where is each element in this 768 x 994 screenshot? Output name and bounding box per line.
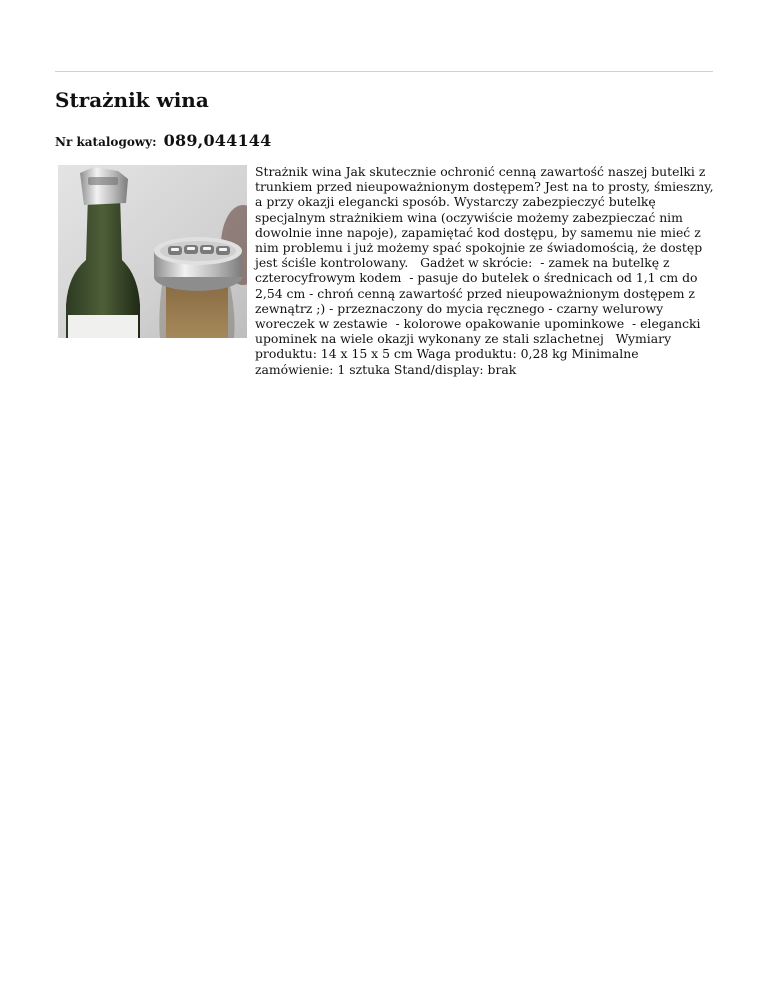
- product-title: Strażnik wina: [55, 88, 209, 112]
- catalog-number: 089,044144: [163, 131, 272, 150]
- header-divider: [55, 71, 713, 72]
- catalog-number-row: [55, 131, 271, 150]
- product-image: [58, 165, 247, 338]
- catalog-label: Nr katalogowy:: [55, 135, 157, 149]
- product-description: Strażnik wina Jak skutecznie ochronić cenną zawartość naszej butelki z trunkiem przed nieupoważnionym dostępem? Jest na to prosty, śmieszny, a przy okazji elegancki sposób. Wystarczy zabezpieczyć butelkę specjalnym strażnikiem wina (oczywiście możemy zabezpieczać nim dowolnie inne napoje), zapamiętać kod dostępu, by samemu nie mieć z nim problemu i już możemy spać spokojnie ze świadomością, że dostęp jest ściśle kontrolowany. Gadżet w skrócie: - zamek na butelkę z czterocyfrowym kodem - pasuje do butelek o średnicach od 1,1 cm do 2,54 cm - chroń cenną zawartość przed nieupoważnionym dostępem z zewnątrz ;) - przeznaczony do mycia ręcznego - czarny welurowy woreczek w zestawie - kolorowe opakowanie upominkowe - elegancki upominek na wiele okazji wykonany ze stali szlachetnej Wymiary produktu: 14 x 15 x 5 cm Waga produktu: 0,28 kg Minimalne zamówienie: 1 sztuka Stand/display: brak: [255, 164, 718, 377]
